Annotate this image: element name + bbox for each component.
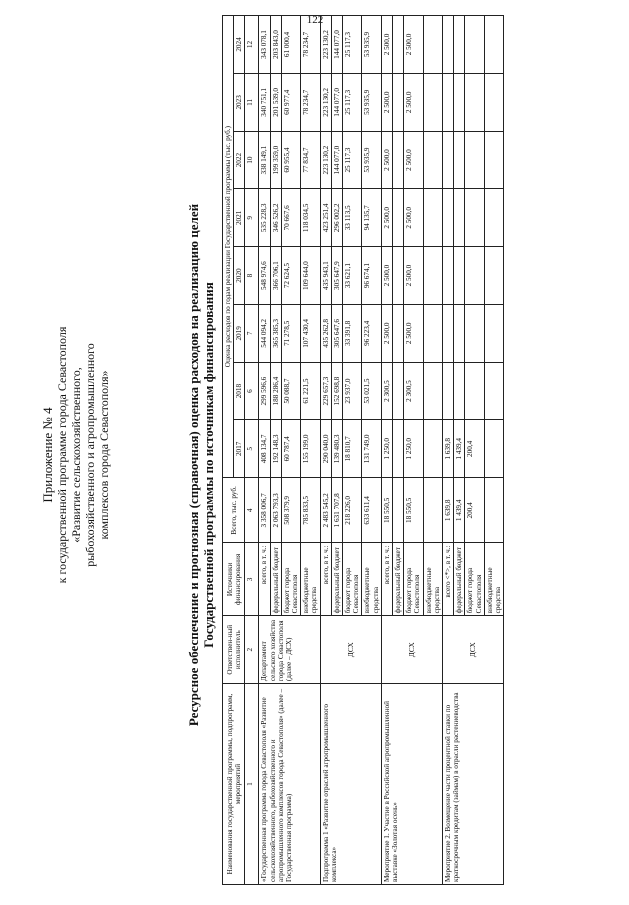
year-amount-2018 [454,362,465,420]
year-amount-2022: 338 149,1 [259,131,270,189]
year-amount-2023: 53 935,9 [362,73,381,131]
year-amount-2022: 144 077,0 [331,131,342,189]
year-amount-2017: 155 199,0 [301,420,320,478]
year-amount-2017: 60 787,4 [281,420,300,478]
funding-source: всего <*>, в т. ч.: [443,543,454,616]
col-index: 11 [245,73,259,131]
header-index-row [245,16,259,885]
table-row [259,16,270,885]
year-amount-2023 [465,73,484,131]
responsible-executor: ДСХ [381,616,442,684]
col-index: 1 [245,684,259,885]
year-amount-2019 [454,304,465,362]
year-amount-2022 [484,131,503,189]
year-amount-2020 [465,247,484,305]
year-amount-2020 [443,247,454,305]
year-amount-2021 [484,189,503,247]
col-index: 8 [245,247,259,305]
year-amount-2017: 18 810,7 [343,420,362,478]
year-amount-2023 [484,73,503,131]
year-amount-2021: 423 251,4 [320,189,331,247]
year-amount-2024: 343 078,1 [259,16,270,74]
year-amount-2022: 223 130,2 [320,131,331,189]
responsible-executor: ДСХ [320,616,381,684]
appendix-line: к государственной программе города Севастополя [55,326,69,584]
year-amount-2017: 408 134,7 [259,420,270,478]
year-amount-2018: 229 657,3 [320,362,331,420]
funding-source: всего, в т. ч.: [381,543,392,616]
item-name: «Государственная программа города Севастополя «Развитие сельскохозяйственного, рыбохозяйственного и агропромышленного комплексов города Севастополя» (далее – Государственная программа) [259,684,320,885]
table-header [223,16,259,885]
year-amount-2022 [454,131,465,189]
total-amount: 2 063 793,3 [270,478,281,543]
year-amount-2017: 1 250,0 [381,420,392,478]
year-amount-2019: 365 385,3 [270,304,281,362]
year-amount-2020: 2 500,0 [404,247,423,305]
year-amount-2020 [484,247,503,305]
total-amount: 3 358 006,7 [259,478,270,543]
year-amount-2021 [423,189,442,247]
year-amount-2021 [393,189,404,247]
year-amount-2022: 2 500,0 [381,131,392,189]
year-amount-2020: 72 624,5 [281,247,300,305]
funding-source: федеральный бюджет [454,543,465,616]
table-row [443,16,454,885]
year-amount-2017 [393,420,404,478]
item-name: Мероприятие 2. Возмещение части процентной ставки по краткосрочным кредитам (займам) в отрасли растениеводства [443,684,504,885]
year-amount-2021: 2 500,0 [381,189,392,247]
year-amount-2018: 61 221,5 [301,362,320,420]
header-year: 2021 [234,189,245,247]
year-amount-2021 [443,189,454,247]
year-amount-2023 [393,73,404,131]
year-amount-2020: 109 644,0 [301,247,320,305]
total-amount: 2 483 545,2 [320,478,331,543]
total-amount [484,478,503,543]
total-amount: 1 439,4 [454,478,465,543]
year-amount-2024 [484,16,503,74]
year-amount-2018 [465,362,484,420]
appendix-title: Приложение № 4 [40,407,55,503]
year-amount-2022: 2 500,0 [404,131,423,189]
year-amount-2023: 223 130,2 [320,73,331,131]
year-amount-2020: 96 674,1 [362,247,381,305]
funding-source: федеральный бюджет [393,543,404,616]
funding-source: всего, в т. ч.: [259,543,270,616]
year-amount-2023: 78 234,7 [301,73,320,131]
year-amount-2018: 50 088,7 [281,362,300,420]
year-amount-2022 [393,131,404,189]
year-amount-2017 [484,420,503,478]
year-amount-2020: 305 647,9 [331,247,342,305]
year-amount-2024 [454,16,465,74]
table-row [320,16,331,885]
year-amount-2023: 340 751,1 [259,73,270,131]
year-amount-2020: 435 943,1 [320,247,331,305]
header-total: Всего, тыс. руб. [223,478,245,543]
year-amount-2023: 2 500,0 [404,73,423,131]
responsible-executor: ДСХ [443,616,504,684]
year-amount-2019 [443,304,454,362]
year-amount-2017: 1 250,0 [404,420,423,478]
year-amount-2017: 131 749,0 [362,420,381,478]
year-amount-2021: 118 034,5 [301,189,320,247]
year-amount-2024: 61 000,4 [281,16,300,74]
year-amount-2021 [454,189,465,247]
year-amount-2018 [393,362,404,420]
year-amount-2024 [423,16,442,74]
year-amount-2024: 203 843,0 [270,16,281,74]
year-amount-2023: 201 539,0 [270,73,281,131]
year-amount-2021: 33 113,5 [343,189,362,247]
total-amount: 18 550,5 [381,478,392,543]
year-amount-2020 [393,247,404,305]
year-amount-2021: 535 228,3 [259,189,270,247]
funding-source: бюджет города Севастополя [465,543,484,616]
total-amount: 508 379,9 [281,478,300,543]
year-amount-2021 [465,189,484,247]
appendix-line: рыбохозяйственного и агропромышленного [83,343,97,567]
year-amount-2024 [443,16,454,74]
year-amount-2022: 25 117,3 [343,131,362,189]
total-amount: 633 611,4 [362,478,381,543]
year-amount-2023 [454,73,465,131]
col-index: 4 [245,478,259,543]
year-amount-2018: 2 300,5 [381,362,392,420]
year-amount-2023: 2 500,0 [381,73,392,131]
header-year: 2024 [234,16,245,74]
year-amount-2018: 188 286,4 [270,362,281,420]
year-amount-2021: 296 002,2 [331,189,342,247]
year-amount-2023: 60 977,4 [281,73,300,131]
year-amount-2018 [423,362,442,420]
year-amount-2023 [443,73,454,131]
year-amount-2024: 53 935,9 [362,16,381,74]
year-amount-2019: 2 500,0 [404,304,423,362]
total-amount [423,478,442,543]
year-amount-2019: 96 223,4 [362,304,381,362]
col-index: 12 [245,16,259,74]
funding-source: всего, в т. ч.: [320,543,331,616]
year-amount-2022 [443,131,454,189]
year-amount-2023 [423,73,442,131]
item-name: Мероприятие 1. Участие в Российской агропромышленной выставке «Золотая осень» [381,684,442,885]
table-title-line: Ресурсное обеспечение и прогнозная (справочная) оценка расходов на реализацию целей [186,203,201,727]
year-amount-2024: 2 500,0 [381,16,392,74]
header-source: Источники финансирования [223,543,245,616]
year-amount-2024 [465,16,484,74]
col-index: 7 [245,304,259,362]
year-amount-2017: 1 639,8 [443,420,454,478]
year-amount-2019: 33 391,8 [343,304,362,362]
year-amount-2018 [443,362,454,420]
year-amount-2017: 1 439,4 [454,420,465,478]
page-number: 122 [306,14,324,26]
funding-source: федеральный бюджет [270,543,281,616]
year-amount-2019: 435 262,8 [320,304,331,362]
year-amount-2023: 25 117,3 [343,73,362,131]
year-amount-2017: 139 480,3 [331,420,342,478]
year-amount-2019: 107 430,4 [301,304,320,362]
appendix-line: «Развитие сельскохозяйственного, [69,367,83,543]
year-amount-2021: 346 526,2 [270,189,281,247]
year-amount-2017: 192 148,3 [270,420,281,478]
header-name: Наименования государственной программы, подпрограмм, мероприятий [223,684,245,885]
year-amount-2017: 290 040,0 [320,420,331,478]
col-index: 9 [245,189,259,247]
col-index: 10 [245,131,259,189]
funding-source: бюджет города Севастополя [281,543,300,616]
appendix-header [40,165,111,745]
total-amount: 1 631 707,8 [331,478,342,543]
total-amount: 785 833,5 [301,478,320,543]
funding-source: внебюджетные средства [423,543,442,616]
total-amount [393,478,404,543]
year-amount-2019 [423,304,442,362]
responsible-executor: Департамент сельского хозяйства города Севастополя (далее – ДСХ) [259,616,320,684]
header-row [223,16,234,885]
year-amount-2022: 60 955,4 [281,131,300,189]
year-amount-2019: 71 278,5 [281,304,300,362]
col-index: 3 [245,543,259,616]
table-title [186,65,216,865]
year-amount-2020: 548 974,6 [259,247,270,305]
table-title-line: Государственной программы по источникам финансирования [201,282,216,648]
year-amount-2019: 2 500,0 [381,304,392,362]
year-amount-2018: 299 596,6 [259,362,270,420]
header-year: 2023 [234,73,245,131]
appendix-line: комплексов города Севастополя» [97,370,111,540]
year-amount-2022 [423,131,442,189]
year-amount-2020 [423,247,442,305]
year-amount-2021: 70 667,6 [281,189,300,247]
funding-source: внебюджетные средства [362,543,381,616]
year-amount-2019: 305 647,6 [331,304,342,362]
total-amount: 1 639,8 [443,478,454,543]
year-amount-2021: 94 135,7 [362,189,381,247]
year-amount-2018: 53 021,5 [362,362,381,420]
table-body [259,16,504,885]
funding-source: внебюджетные средства [301,543,320,616]
funding-source: внебюджетные средства [484,543,503,616]
col-index: 6 [245,362,259,420]
year-amount-2024: 2 500,0 [404,16,423,74]
total-amount: 200,4 [465,478,484,543]
funding-source: бюджет города Севастополя [404,543,423,616]
year-amount-2018: 2 300,5 [404,362,423,420]
header-executor: Ответствен-ный исполнитель [223,616,245,684]
year-amount-2024: 78 234,7 [301,16,320,74]
year-amount-2024: 223 130,2 [320,16,331,74]
year-amount-2021: 2 500,0 [404,189,423,247]
header-year: 2022 [234,131,245,189]
year-amount-2018 [484,362,503,420]
year-amount-2022: 77 834,7 [301,131,320,189]
year-amount-2022: 53 935,9 [362,131,381,189]
col-index: 5 [245,420,259,478]
total-amount: 18 550,5 [404,478,423,543]
year-amount-2022: 199 359,0 [270,131,281,189]
year-amount-2017 [423,420,442,478]
year-amount-2019 [393,304,404,362]
year-amount-2024: 144 077,0 [331,16,342,74]
year-amount-2024 [393,16,404,74]
table-row [381,16,392,885]
year-amount-2019: 544 094,2 [259,304,270,362]
funding-source: федеральный бюджет [331,543,342,616]
header-year: 2019 [234,304,245,362]
year-amount-2019 [484,304,503,362]
year-amount-2019 [465,304,484,362]
year-amount-2020 [454,247,465,305]
header-year: 2017 [234,420,245,478]
year-amount-2020: 33 621,1 [343,247,362,305]
total-amount: 218 226,0 [343,478,362,543]
year-amount-2023: 144 077,0 [331,73,342,131]
year-amount-2020: 366 706,1 [270,247,281,305]
header-year: 2020 [234,247,245,305]
header-estimate-group: Оценка расходов по годам реализации Государственной программы (тыс. руб.) [223,16,234,478]
funding-source: бюджет города Севастополя [343,543,362,616]
year-amount-2018: 23 937,0 [343,362,362,420]
year-amount-2018: 152 698,8 [331,362,342,420]
year-amount-2024: 25 117,3 [343,16,362,74]
col-index: 2 [245,616,259,684]
year-amount-2020: 2 500,0 [381,247,392,305]
year-amount-2022 [465,131,484,189]
funding-table [222,15,504,885]
year-amount-2017: 200,4 [465,420,484,478]
header-year: 2018 [234,362,245,420]
item-name: Подпрограмма 1 «Развитие отраслей агропромышленного комплекса» [320,684,381,885]
